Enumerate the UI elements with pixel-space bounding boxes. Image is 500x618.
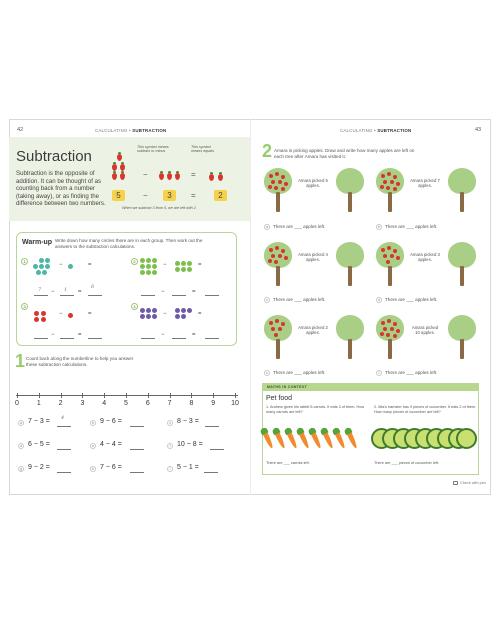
right-header-section: CALCULATING — [340, 128, 373, 133]
strawberry-icon — [117, 154, 122, 161]
warmup-instruction: Write down how many circles there are in each group. Then work out the answers to the subtraction calculations. — [55, 238, 203, 249]
apples-left-a[interactable]: There are ___ apples left. — [273, 224, 326, 229]
three-strawberries — [159, 163, 183, 183]
picked-text: Amara picked 3 apples. — [410, 252, 440, 263]
green-dot-group — [175, 261, 193, 273]
answer-blank[interactable] — [130, 449, 144, 450]
red-dot — [41, 311, 46, 316]
apple-icon — [383, 254, 387, 258]
green-dot — [146, 258, 151, 263]
answer-blank[interactable] — [141, 338, 155, 339]
carrot-icon — [347, 432, 359, 450]
left-header — [95, 128, 166, 133]
teal-dot — [36, 270, 41, 275]
answer-blank[interactable] — [60, 338, 74, 339]
apple-icon — [381, 321, 385, 325]
purple-dot — [175, 308, 180, 313]
numberline-label: 8 — [189, 400, 194, 407]
numberline-label: 6 — [145, 400, 150, 407]
example-minus: − — [143, 191, 148, 200]
question-label: c — [167, 420, 173, 426]
item-label: e — [266, 371, 268, 375]
question-i: 5 − 1 = — [177, 464, 199, 471]
footer-check-text: Check with pen — [460, 481, 486, 485]
tree-trunk — [388, 266, 392, 286]
apple-icon — [396, 182, 400, 186]
strawberry-icon — [159, 173, 164, 180]
minus-symbol-note: This symbol means subtract or minus — [137, 145, 169, 154]
apple-icon — [380, 332, 384, 336]
question-label: d — [20, 444, 22, 448]
answer-blank[interactable] — [60, 295, 74, 296]
empty-tree-icon — [448, 242, 476, 268]
apple-icon — [281, 249, 285, 253]
warmup-equals: = — [192, 289, 196, 295]
apple-icon — [387, 172, 391, 176]
page-gutter — [250, 119, 251, 495]
empty-tree-icon — [448, 168, 476, 194]
left-header-topic: SUBTRACTION — [132, 128, 167, 133]
empty-tree-icon — [448, 315, 476, 341]
handwritten-answer: 4 — [61, 415, 65, 421]
purple-dot — [152, 314, 157, 319]
numberline-tick — [213, 393, 214, 398]
tree-trunk — [276, 339, 280, 359]
numberline-tick — [61, 393, 62, 398]
apple-icon — [271, 254, 275, 258]
apple-icon — [383, 180, 387, 184]
answer-blank[interactable] — [57, 426, 71, 427]
right-header-sep: • — [374, 128, 376, 133]
warmup-item-number: 3 — [21, 303, 28, 310]
green-dot — [140, 270, 145, 275]
apple-icon — [380, 185, 384, 189]
apple-icon — [284, 256, 288, 260]
apple-icon — [278, 327, 282, 331]
warmup-item-number: 4 — [131, 303, 138, 310]
maths-question-1: 1. Andrew gives his rabbit 8 carrots. It eats 3 of them. How many carrots are left? — [266, 405, 365, 414]
warmup-equals: = — [78, 332, 82, 338]
green-dot — [152, 258, 157, 263]
numberline-tick — [104, 393, 105, 398]
carrot-icon — [311, 432, 323, 450]
purple-dot-group — [140, 308, 158, 320]
strawberry-icon — [112, 173, 117, 180]
question-label: g — [20, 467, 22, 471]
purple-dot — [152, 308, 157, 313]
warmup-item-number: 1 — [21, 258, 28, 265]
strawberry-icon — [209, 174, 214, 181]
apple-icon — [390, 180, 394, 184]
apple-icon — [268, 259, 272, 263]
warmup-equals: = — [78, 289, 82, 295]
activity-2-number: 2 — [262, 141, 273, 161]
apple-icon — [383, 327, 387, 331]
picked-text: Amara picked 2 apples. — [298, 325, 328, 336]
purple-dot — [175, 314, 180, 319]
apple-icon — [271, 180, 275, 184]
activity-1-instruction: Count back along the numberline to help you answer these subtraction calculations. — [26, 356, 134, 367]
green-dot — [187, 267, 192, 272]
warmup-minus: − — [51, 289, 55, 295]
apple-icon — [274, 186, 278, 190]
apple-icon — [275, 172, 279, 176]
apple-activity-c — [262, 240, 372, 290]
picked-text: Amara picked 7 apples. — [410, 178, 440, 189]
minus-sign: − — [143, 170, 148, 179]
apple-icon — [387, 319, 391, 323]
equals-symbol-note: This symbol means equals — [191, 145, 214, 154]
carrots-left-answer[interactable]: There are ___ carrots left. — [266, 461, 310, 465]
green-dot — [152, 264, 157, 269]
purple-dot — [140, 314, 145, 319]
check-icon — [453, 481, 458, 485]
apples-left-e[interactable]: There are ___ apples left. — [273, 370, 326, 375]
red-dot — [34, 317, 39, 322]
question-a: 7 − 3 = — [28, 418, 50, 425]
warmup-equals: = — [88, 262, 92, 268]
apples-left-b[interactable]: There are ___ apples left. — [385, 224, 438, 229]
apple-icon — [269, 321, 273, 325]
tree-trunk — [276, 266, 280, 286]
answer-blank[interactable] — [57, 472, 71, 473]
answer-blank[interactable] — [34, 295, 48, 296]
left-header-sep: • — [129, 128, 131, 133]
strawberry-icon — [218, 174, 223, 181]
handwritten-answer: 6 — [91, 284, 95, 290]
apple-icon — [274, 260, 278, 264]
numberline-label: 1 — [36, 400, 41, 407]
answer-blank[interactable] — [210, 449, 224, 450]
purple-dot-group — [175, 308, 193, 320]
green-dot — [181, 261, 186, 266]
numberline-label: 0 — [15, 400, 19, 407]
carrot-group — [264, 427, 368, 449]
strawberry-icon — [120, 173, 125, 180]
apple-icon — [278, 180, 282, 184]
item-label: f — [376, 370, 382, 376]
question-f: 10 − 8 = — [177, 441, 203, 448]
warmup-minus: − — [59, 311, 63, 317]
numberline-tick — [235, 393, 236, 398]
apple-activity-a — [262, 166, 372, 216]
question-label: e — [92, 444, 94, 448]
question-label: a — [20, 421, 22, 425]
green-dot — [187, 261, 192, 266]
apple-icon — [281, 187, 285, 191]
tree-trunk — [460, 266, 464, 286]
answer-blank[interactable] — [57, 449, 71, 450]
apple-icon — [386, 186, 390, 190]
left-header-section: CALCULATING — [95, 128, 128, 133]
strawberry-icon — [120, 164, 125, 171]
apple-icon — [381, 248, 385, 252]
page-title: Subtraction — [16, 148, 92, 165]
answer-blank[interactable] — [204, 472, 218, 473]
warmup-minus: − — [161, 332, 165, 338]
question-label: f — [167, 443, 173, 449]
warmup-equals: = — [192, 332, 196, 338]
teal-dot — [39, 264, 44, 269]
right-header — [340, 128, 411, 133]
red-dot — [41, 317, 46, 322]
strawberry-icon — [167, 173, 172, 180]
apple-icon — [281, 322, 285, 326]
picked-text: Amara picked 10 apples. — [411, 325, 439, 336]
green-dot — [140, 264, 145, 269]
right-header-topic: SUBTRACTION — [377, 128, 412, 133]
picked-text: Amara picked 5 apples. — [298, 178, 328, 189]
teal-dot — [45, 264, 50, 269]
empty-tree-icon — [336, 242, 364, 268]
numberline-tick — [39, 393, 40, 398]
right-page-number: 43 — [475, 127, 482, 133]
warmup-minus: − — [163, 311, 167, 317]
apple-icon — [386, 260, 390, 264]
purple-dot — [146, 308, 151, 313]
carrot-icon — [299, 432, 311, 450]
answer-blank[interactable] — [88, 295, 102, 296]
warmup-item-number: 2 — [131, 258, 138, 265]
question-label: h — [92, 467, 94, 471]
tree-trunk — [348, 266, 352, 286]
apple-icon — [393, 249, 397, 253]
red-dot — [68, 313, 73, 318]
numberline-tick — [148, 393, 149, 398]
warmup-equals: = — [198, 262, 202, 268]
question-c: 8 − 3 = — [177, 418, 199, 425]
apples-left-c[interactable]: There are ___ apples left. — [273, 297, 326, 302]
apple-icon — [269, 174, 273, 178]
apple-icon — [396, 256, 400, 260]
cucumber-left-answer[interactable]: There are ___ pieces of cucumber left. — [374, 461, 440, 465]
teal-dot — [45, 258, 50, 263]
item-label: a — [266, 225, 268, 229]
carrot-icon — [275, 432, 287, 450]
apple-icon — [274, 333, 278, 337]
cucumber-group — [371, 428, 477, 452]
five-strawberries — [112, 152, 142, 182]
teal-dot — [39, 258, 44, 263]
purple-dot — [181, 314, 186, 319]
carrot-icon — [263, 432, 275, 450]
intro-text: Subtraction is the opposite of addition. It can be thought of as counting back from a number (taking away), or as finding the difference between two numbers. — [16, 170, 106, 208]
warmup-title: Warm-up — [22, 239, 53, 246]
apple-icon — [387, 246, 391, 250]
apple-icon — [271, 327, 275, 331]
green-dot — [175, 267, 180, 272]
warmup-equals: = — [198, 311, 202, 317]
answer-blank[interactable] — [205, 295, 219, 296]
teal-dot — [42, 270, 47, 275]
apple-icon — [393, 334, 397, 338]
green-dot — [146, 264, 151, 269]
purple-dot — [181, 308, 186, 313]
green-dot — [146, 270, 151, 275]
purple-dot — [140, 308, 145, 313]
answer-blank[interactable] — [141, 295, 155, 296]
item-label: c — [264, 297, 270, 303]
green-dot — [140, 258, 145, 263]
handwritten-answer: 1 — [64, 287, 68, 293]
tree-trunk — [348, 339, 352, 359]
activity-1-number: 1 — [15, 351, 26, 371]
maths-in-context-band: MATHS IN CONTEXT — [263, 384, 478, 391]
tree-trunk — [276, 192, 280, 212]
activity-2-instruction: Amara is picking apples. Draw and write how many apples are left on each tree after Amara has visited it. — [274, 148, 415, 159]
warmup-minus: − — [161, 289, 165, 295]
warmup-minus: − — [163, 262, 167, 268]
empty-tree-icon — [336, 168, 364, 194]
apples-left-d[interactable]: There are ___ apples left. — [385, 297, 438, 302]
numberline-label: 10 — [231, 400, 239, 407]
apple-icon — [275, 246, 279, 250]
tree-trunk — [348, 192, 352, 212]
apple-icon — [390, 254, 394, 258]
numberline-tick — [82, 393, 83, 398]
apple-icon — [284, 182, 288, 186]
green-dot-group — [140, 258, 158, 276]
answer-blank[interactable] — [34, 338, 48, 339]
green-dot — [175, 261, 180, 266]
apple-icon — [393, 322, 397, 326]
answer-blank[interactable] — [172, 338, 186, 339]
apples-left-f[interactable]: There are ___ apples left. — [385, 370, 438, 375]
item-label: b — [378, 225, 380, 229]
example-result: 2 — [214, 190, 227, 201]
answer-blank[interactable] — [130, 472, 144, 473]
apple-icon — [381, 174, 385, 178]
numberline-tick — [191, 393, 192, 398]
teal-dot — [68, 264, 73, 269]
apple-icon — [281, 175, 285, 179]
numberline-label: 4 — [102, 400, 107, 407]
answer-blank[interactable] — [130, 426, 144, 427]
handwritten-answer: 7 — [38, 287, 42, 293]
numberline-axis — [16, 395, 238, 396]
apple-activity-e — [262, 313, 372, 363]
numberline-tick — [126, 393, 127, 398]
apple-icon — [396, 329, 400, 333]
carrot-icon — [287, 432, 299, 450]
numberline-label: 2 — [58, 400, 63, 407]
answer-blank[interactable] — [172, 295, 186, 296]
apple-icon — [269, 248, 273, 252]
answer-blank[interactable] — [205, 338, 219, 339]
tree-trunk — [460, 339, 464, 359]
example-number-a: 5 — [112, 190, 125, 201]
apple-icon — [393, 175, 397, 179]
numberline-label: 5 — [124, 400, 128, 407]
warmup-minus: − — [51, 332, 55, 338]
red-dot-group — [34, 311, 48, 323]
numberline-label: 3 — [80, 400, 85, 407]
green-dot — [181, 267, 186, 272]
strawberry-icon — [112, 164, 117, 171]
apple-activity-b — [374, 166, 484, 216]
picked-text: Amara picked 4 apples. — [298, 252, 328, 263]
maths-question-2: 2. Mia's hamster has 9 pieces of cucumber. It eats 2 of them. How many pieces of cucumber are left? — [374, 405, 477, 414]
question-e: 4 − 4 = — [100, 441, 122, 448]
purple-dot — [187, 308, 192, 313]
question-b: 9 − 6 = — [100, 418, 122, 425]
warmup-minus: − — [59, 262, 63, 268]
apple-icon — [275, 319, 279, 323]
empty-tree-icon — [336, 315, 364, 341]
item-label: d — [378, 298, 380, 302]
strawberry-icon — [175, 173, 180, 180]
green-dot — [152, 270, 157, 275]
question-h: 7 − 6 = — [100, 464, 122, 471]
example-number-b: 3 — [163, 190, 176, 201]
question-g: 9 − 2 = — [28, 464, 50, 471]
tree-trunk — [388, 339, 392, 359]
apple-icon — [390, 327, 394, 331]
red-dot — [34, 311, 39, 316]
tree-trunk — [388, 192, 392, 212]
teal-dot — [33, 264, 38, 269]
question-label: i — [167, 466, 173, 472]
apple-icon — [278, 254, 282, 258]
warmup-equals: = — [88, 311, 92, 317]
purple-dot — [146, 314, 151, 319]
numberline-label: 7 — [167, 400, 172, 407]
apple-icon — [393, 187, 397, 191]
left-page-number: 42 — [17, 127, 24, 133]
apple-icon — [386, 333, 390, 337]
apple-activity-d — [374, 240, 484, 290]
example-equals: = — [191, 191, 196, 200]
question-d: 6 − 5 = — [28, 441, 50, 448]
numberline — [16, 393, 238, 419]
answer-blank[interactable] — [88, 338, 102, 339]
numberline-tick — [17, 393, 18, 398]
carrot-icon — [335, 432, 347, 450]
question-label: b — [92, 421, 94, 425]
numberline-label: 9 — [211, 400, 216, 407]
tree-trunk — [460, 192, 464, 212]
teal-dot-group — [33, 258, 55, 278]
apple-icon — [268, 185, 272, 189]
equals-sign: = — [191, 170, 196, 179]
example-caption: When we subtract 3 from 5, we are left with 2. — [122, 206, 197, 210]
two-strawberries — [209, 170, 229, 184]
cucumber-slice-icon — [456, 428, 477, 449]
pet-food-title: Pet food — [266, 395, 293, 402]
numberline-tick — [170, 393, 171, 398]
carrot-icon — [323, 432, 335, 450]
apple-activity-f — [374, 313, 484, 363]
answer-blank[interactable] — [205, 426, 219, 427]
